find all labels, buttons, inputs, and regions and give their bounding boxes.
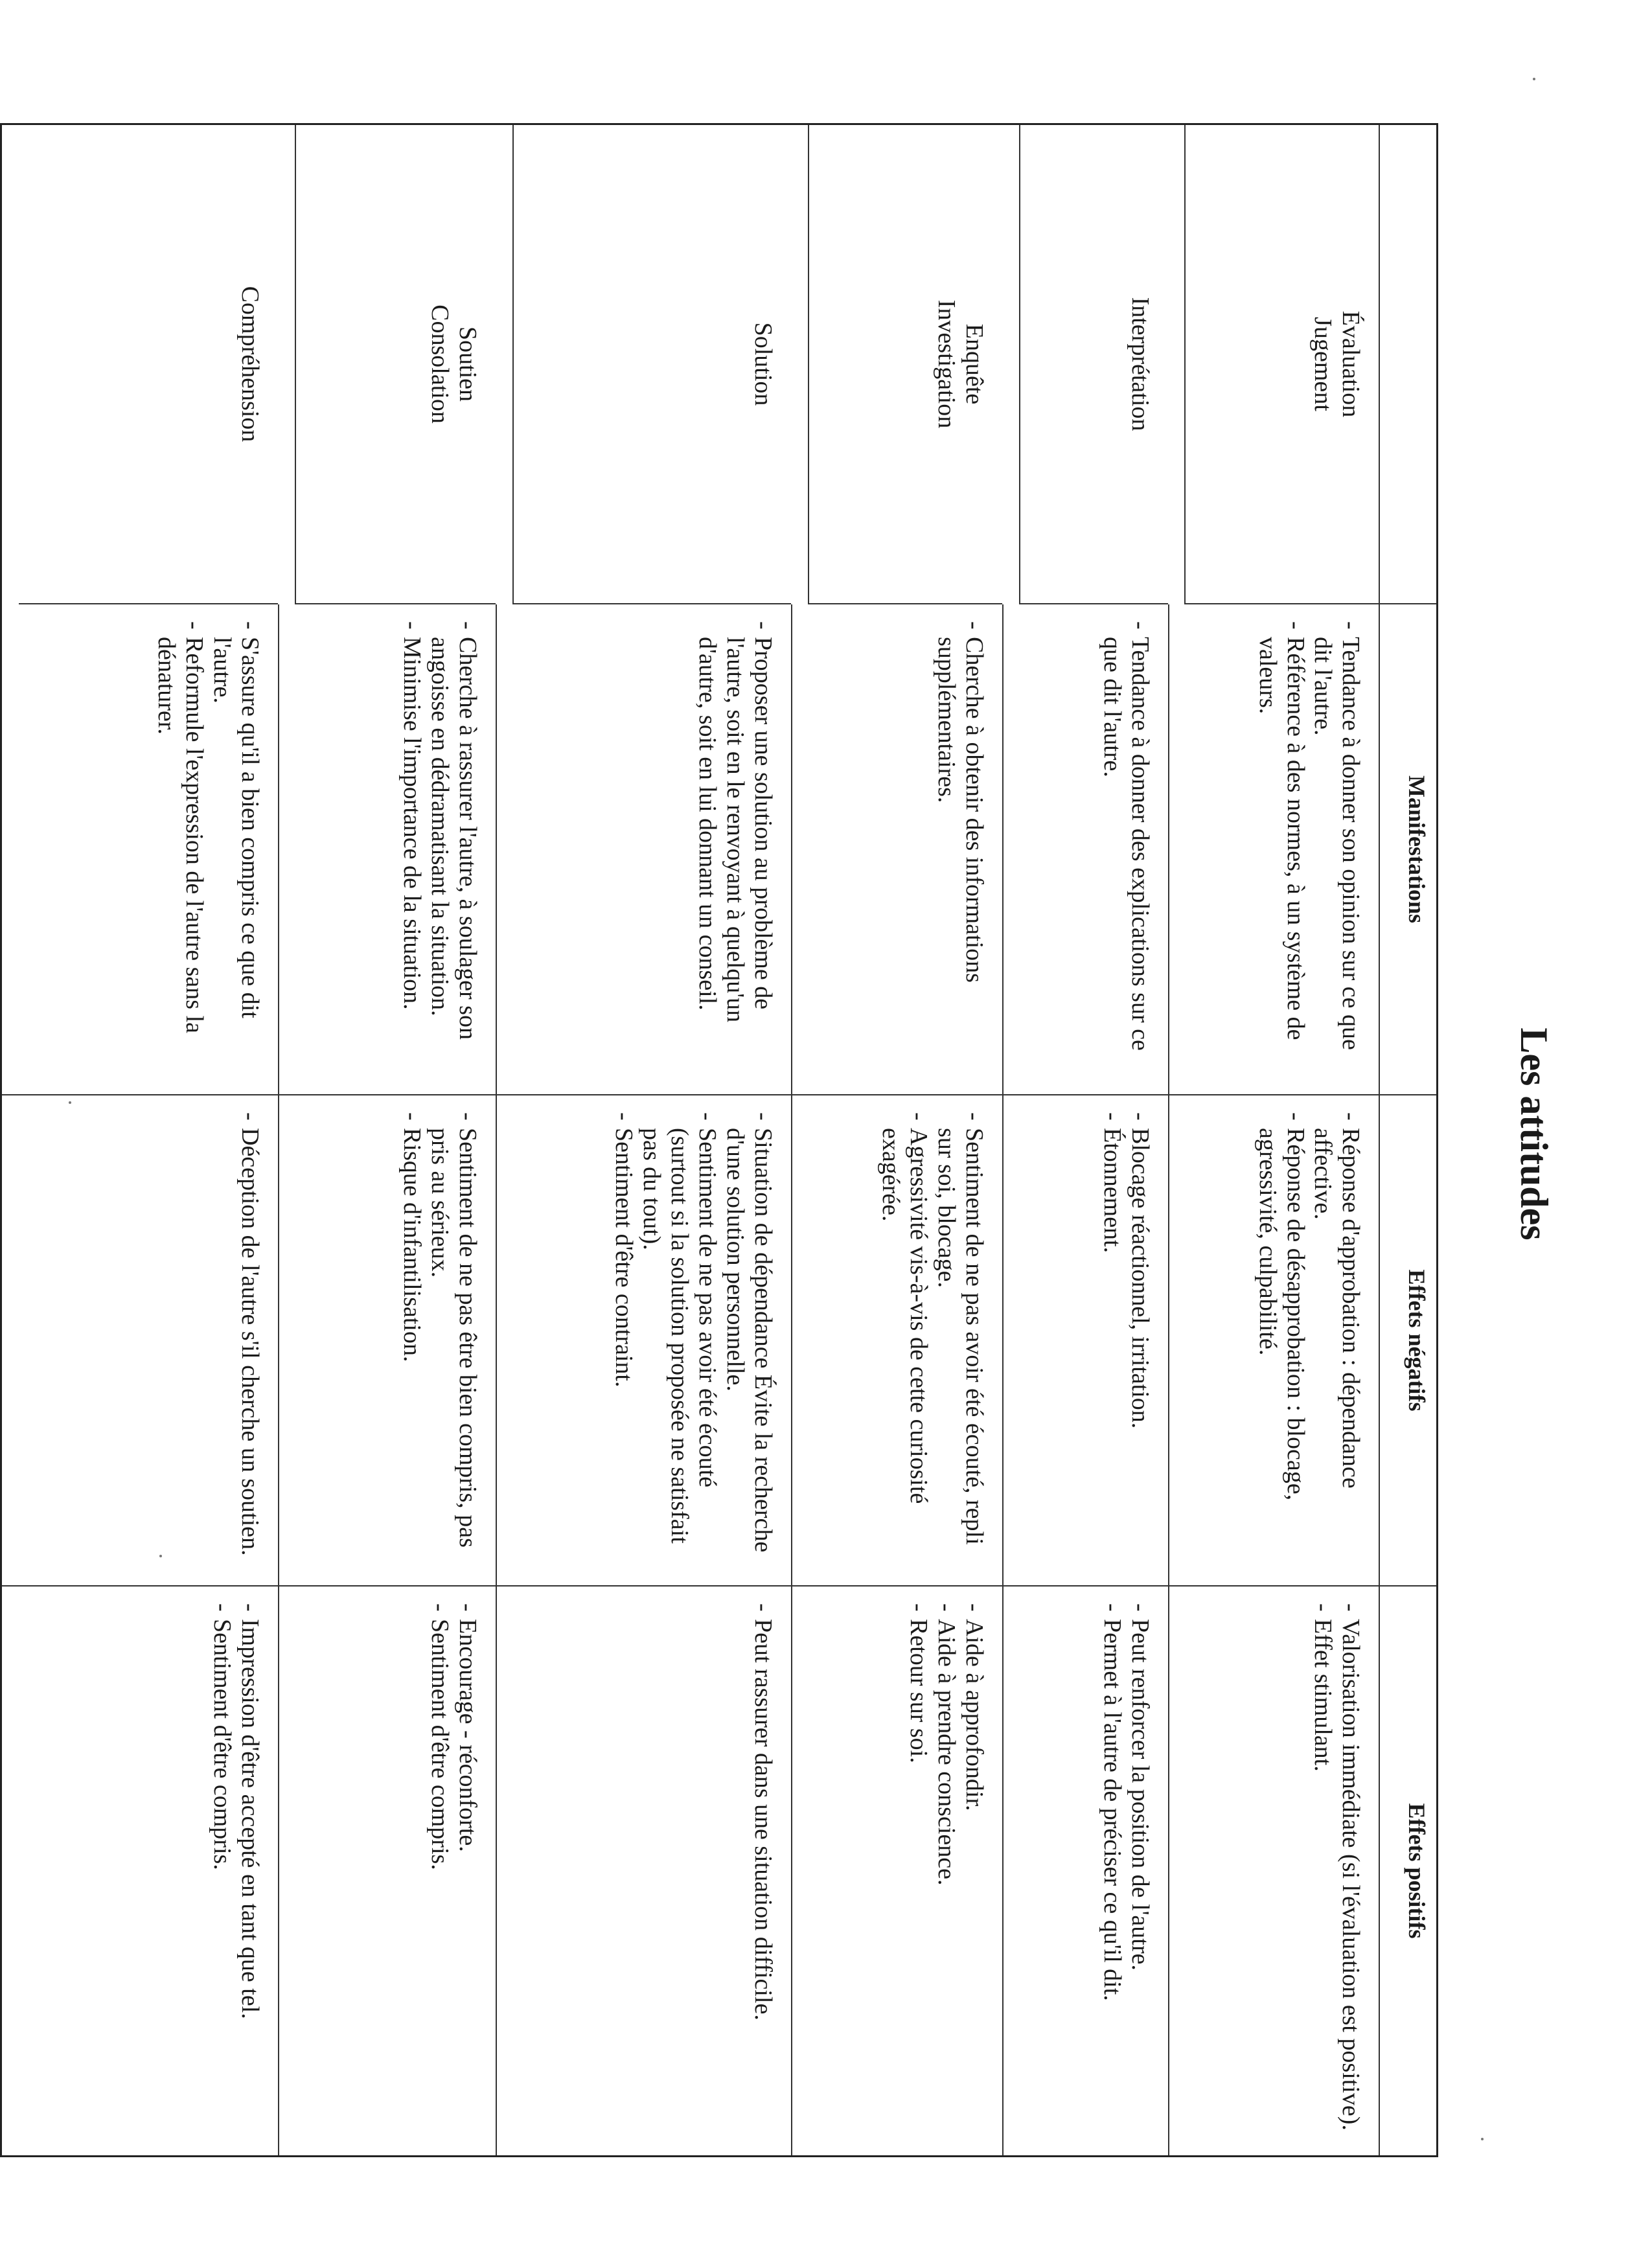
effets-positifs-list bbox=[904, 1603, 988, 2138]
effets-negatifs-list bbox=[610, 1112, 777, 1568]
attitude-cell bbox=[19, 125, 278, 604]
attitude-name: Jugement bbox=[1309, 317, 1337, 411]
list-item: - Aide à approfondir. bbox=[960, 1603, 988, 2138]
attitude-cell bbox=[1019, 125, 1168, 604]
list-item: - Tendance à donner des explications sur ce que dit l'autre. bbox=[1098, 621, 1154, 1077]
list-item: - Agressivité vis-à-vis de cette curiosité exagérée. bbox=[877, 1112, 932, 1568]
attitude-cell bbox=[512, 125, 791, 604]
attitude-name: Solution bbox=[749, 322, 777, 406]
list-item: - Réponse de désapprobation : blocage, agressivité, culpabilité. bbox=[1254, 1112, 1309, 1568]
list-item: - Étonnement. bbox=[1098, 1112, 1126, 1568]
list-item: - Référence à des normes, à un système de valeurs. bbox=[1254, 621, 1309, 1077]
list-item: - Effet stimulant. bbox=[1309, 1603, 1337, 2138]
list-item: - Cherche à obtenir des informations supplémentaires. bbox=[932, 621, 988, 1077]
effets-negatifs-cell bbox=[278, 1095, 496, 1586]
list-item: - Encourage - réconforte. bbox=[453, 1603, 481, 2138]
effets-negatifs-list bbox=[877, 1112, 988, 1568]
manifestations-cell bbox=[496, 604, 791, 1095]
effets-negatifs-list bbox=[1254, 1112, 1365, 1568]
attitude-name: Évaluation bbox=[1337, 310, 1365, 418]
list-item: - Reformule l'expression de l'autre sans la dénaturer. bbox=[152, 621, 208, 1077]
manifestations-cell bbox=[791, 604, 1002, 1095]
attitude-name: Soutien bbox=[453, 326, 481, 402]
manifestations-list bbox=[1098, 621, 1154, 1077]
manifestations-cell bbox=[1002, 604, 1168, 1095]
manifestations-list bbox=[693, 621, 777, 1077]
effets-negatifs-cell bbox=[2, 1095, 278, 1586]
effets-positifs-list bbox=[1309, 1603, 1365, 2138]
effets-negatifs-list bbox=[1098, 1112, 1154, 1568]
header-manifestations: Manifestations bbox=[1379, 604, 1436, 1095]
list-item: - Sentiment de ne pas avoir été écouté, repli sur soi, blocage. bbox=[932, 1112, 988, 1568]
attitude-name: Enquête bbox=[960, 323, 988, 405]
header-effets-negatifs: Effets négatifs bbox=[1379, 1095, 1436, 1586]
list-item: - Tendance à donner son opinion sur ce que dit l'autre. bbox=[1309, 621, 1365, 1077]
list-item: - Réponse d'approbation : dépendance affective. bbox=[1309, 1112, 1365, 1568]
effets-positifs-cell bbox=[496, 1586, 791, 2155]
header-attitude bbox=[1379, 125, 1436, 604]
effets-positifs-cell bbox=[278, 1586, 496, 2155]
list-item: - Risque d'infantilisation. bbox=[398, 1112, 426, 1568]
page-title: Les attitudes bbox=[1513, 1027, 1555, 1241]
effets-positifs-cell bbox=[2, 1586, 278, 2155]
effets-negatifs-cell bbox=[496, 1095, 791, 1586]
effets-negatifs-list bbox=[236, 1112, 264, 1568]
effets-negatifs-cell bbox=[791, 1095, 1002, 1586]
manifestations-cell bbox=[2, 604, 278, 1095]
list-item: - Sentiment de ne pas avoir été écouté (surtout si la solution proposée ne satisfait pas du tout). bbox=[637, 1112, 721, 1568]
list-item: - Sentiment d'être compris. bbox=[208, 1603, 236, 2138]
list-item: - S'assure qu'il a bien compris ce que dit l'autre. bbox=[208, 621, 264, 1077]
list-item: - Aide à prendre conscience. bbox=[932, 1603, 960, 2138]
list-item: - Peut rassurer dans une situation difficile. bbox=[749, 1603, 777, 2138]
list-item: - Permet à l'autre de préciser ce qu'il dit. bbox=[1098, 1603, 1126, 2138]
list-item: - Peut renforcer la position de l'autre. bbox=[1126, 1603, 1154, 2138]
attitude-cell bbox=[808, 125, 1002, 604]
list-item: - Retour sur soi. bbox=[904, 1603, 932, 2138]
attitude-name: Investigation bbox=[932, 299, 960, 429]
effets-positifs-list bbox=[426, 1603, 481, 2138]
list-item: - Sentiment de ne pas être bien compris, pas pris au sérieux. bbox=[426, 1112, 481, 1568]
manifestations-list bbox=[398, 621, 481, 1077]
effets-positifs-list bbox=[749, 1603, 777, 2138]
attitude-name: Consolation bbox=[426, 304, 453, 424]
list-item: - Impression d'être accepté en tant que tel. bbox=[236, 1603, 264, 2138]
effets-positifs-cell bbox=[1168, 1586, 1379, 2155]
manifestations-cell bbox=[1168, 604, 1379, 1095]
list-item: - Sentiment d'être compris. bbox=[426, 1603, 453, 2138]
list-item: - Sentiment d'être contraint. bbox=[610, 1112, 637, 1568]
list-item: - Proposer une solution au problème de l'autre, soit en le renvoyant à quelqu'un d'autre, soit en lui donnant un conseil. bbox=[693, 621, 777, 1077]
effets-negatifs-list bbox=[398, 1112, 481, 1568]
list-item: - Cherche à rassurer l'autre, à soulager son angoisse en dédramatisant la situation. bbox=[426, 621, 481, 1077]
list-item: - Blocage réactionnel, irritation. bbox=[1126, 1112, 1154, 1568]
effets-positifs-list bbox=[1098, 1603, 1154, 2138]
list-item: - Situation de dépendance Évite la recherche d'une solution personnelle. bbox=[721, 1112, 777, 1568]
list-item: - Valorisation immédiate (si l'évaluation est positive). bbox=[1337, 1603, 1365, 2138]
effets-positifs-cell bbox=[1002, 1586, 1168, 2155]
effets-positifs-list bbox=[208, 1603, 264, 2138]
list-item: - Minimise l'importance de la situation. bbox=[398, 621, 426, 1077]
effets-negatifs-cell bbox=[1002, 1095, 1168, 1586]
list-item: - Déception de l'autre s'il cherche un soutien. bbox=[236, 1112, 264, 1568]
attitude-cell bbox=[295, 125, 496, 604]
manifestations-list bbox=[932, 621, 988, 1077]
manifestations-cell bbox=[278, 604, 496, 1095]
manifestations-list bbox=[1254, 621, 1365, 1077]
attitude-name: Interprétation bbox=[1126, 297, 1154, 431]
header-effets-positifs: Effets positifs bbox=[1379, 1586, 1436, 2155]
attitude-cell bbox=[1184, 125, 1379, 604]
attitude-name: Compréhension bbox=[236, 286, 264, 442]
manifestations-list bbox=[152, 621, 264, 1077]
effets-positifs-cell bbox=[791, 1586, 1002, 2155]
effets-negatifs-cell bbox=[1168, 1095, 1379, 1586]
attitudes-table bbox=[0, 123, 1438, 2157]
